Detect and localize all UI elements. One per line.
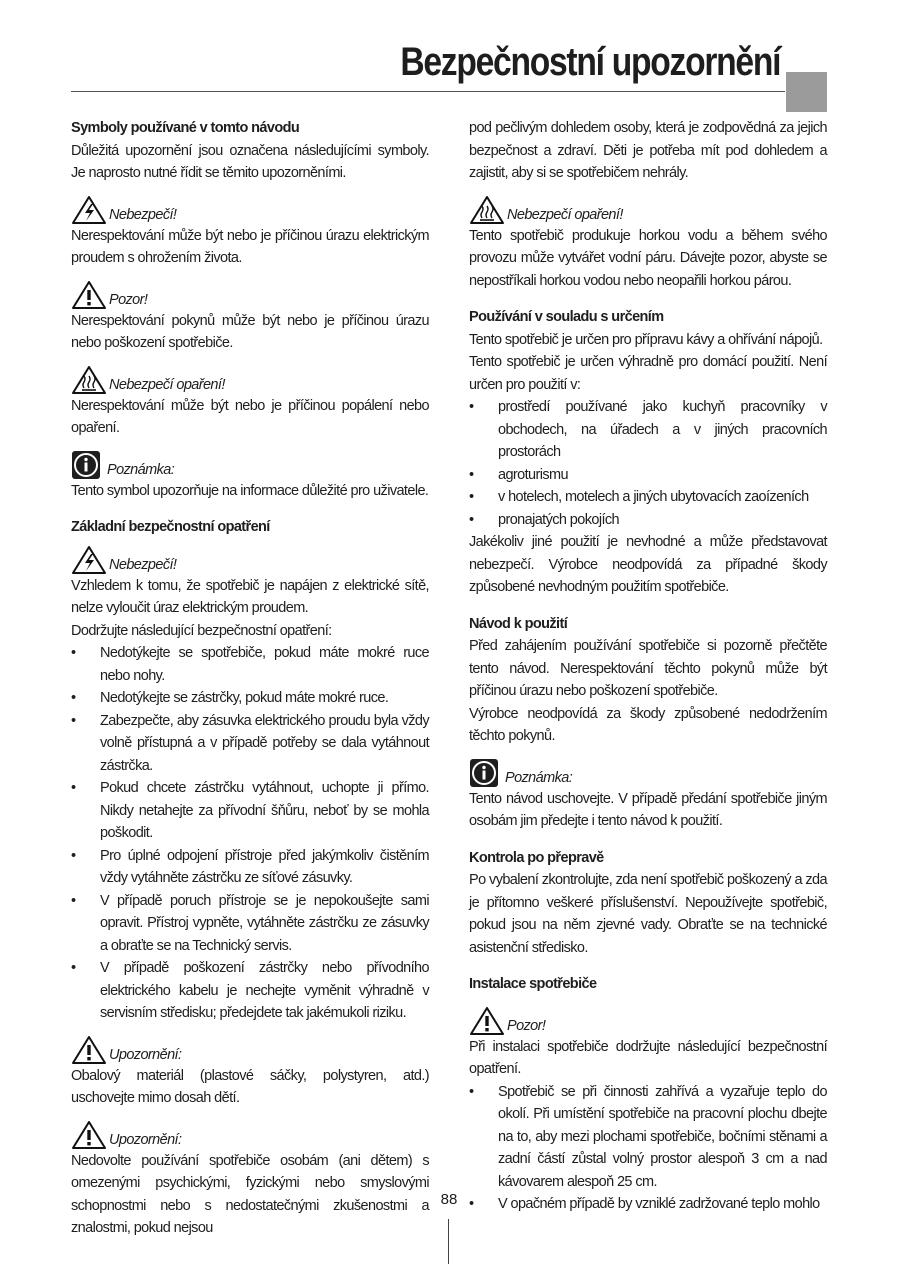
list-item: • pronajatých pokojích [469, 509, 827, 532]
warning-triangle-icon [71, 1120, 107, 1150]
warning-label-danger [71, 191, 429, 225]
label-text: Nebezpečí! [109, 206, 177, 223]
list-item: • Nedotýkejte se spotřebiče, pokud máte mokré ruce nebo nohy. [71, 642, 429, 687]
warning-text: Obalový materiál (plastové sáčky, polystyren, atd.) uschovejte mimo dosah dětí. [71, 1067, 429, 1106]
manual-text: Výrobce neodpovídá za škody způsobené nedodržením těchto pokynů. [469, 705, 827, 744]
list-item: • agroturismu [469, 464, 827, 487]
list-item: • Zabezpečte, aby zásuvka elektrického proudu byla vždy volně přístupná a v případě potřeby se dala vytáhnout zástrčka. [71, 710, 429, 778]
list-item: • V opačném případě by vzniklé zadržované teplo mohlo [469, 1193, 827, 1216]
electric-hazard-icon [71, 195, 107, 225]
footer-rule [448, 1219, 449, 1264]
label-text: Upozornění: [109, 1131, 182, 1148]
page-number: 88 [440, 1191, 458, 1208]
label-text: Pozor! [109, 291, 148, 308]
warning-text: Nerespektování může být nebo je příčinou popálení nebo opaření. [71, 397, 429, 436]
install-text: Při instalaci spotřebiče dodržujte následující bezpečnostní opatření. [469, 1038, 827, 1077]
label-text: Nebezpečí opaření! [507, 206, 623, 223]
note-label [71, 446, 429, 480]
warning-triangle-icon [469, 1006, 505, 1036]
warning-text: Tento spotřebič produkuje horkou vodu a během svého provozu může vytvářet vodní páru. Dávejte pozor, abyste se nepostříkali horkou vodou nebo neopařili horkou párou. [469, 227, 827, 289]
section-title-intended-use: Používání v souladu s určením [469, 309, 664, 325]
list-item: • V případě poruch přístroje se je nepokoušejte sami opravit. Přístroj vypněte, vytáhněte zástrčku ze zásuvky a obraťte se na Technický servis. [71, 890, 429, 958]
section-title-symbols: Symboly používané v tomto návodu [71, 120, 300, 136]
warning-label-burn [469, 191, 827, 225]
note-label [469, 754, 827, 788]
use-text: Jakékoliv jiné použití je nevhodné a může představovat nebezpečí. Výrobce neodpovídá za případné škody způsobené nevhodným použitím spotřebiče. [469, 534, 827, 595]
hot-surface-icon [469, 195, 505, 225]
hot-surface-icon [71, 365, 107, 395]
electric-hazard-icon [71, 545, 107, 575]
label-text: Poznámka: [107, 461, 175, 478]
warning-triangle-icon [71, 1035, 107, 1065]
header-rule [71, 91, 785, 92]
safety-list [71, 642, 429, 1025]
symbols-intro: Důležitá upozornění jsou označena následujícími symboly. Je naprosto nutné řídit se těmito upozorněními. [71, 142, 429, 181]
label-text: Nebezpečí opaření! [109, 376, 225, 393]
warning-text: Nedovolte používání spotřebiče osobám (ani dětem) s omezenými psychickými, fyzickými nebo smyslovými schopnostmi nebo s nedostatečnými zkušenostmi a znalostmi, pokud nejsou [71, 1152, 429, 1236]
use-text: Tento spotřebič je určen výhradně pro domácí použití. Není určen pro použití v: [469, 354, 827, 393]
page-title: Bezpečnostní upozornění [400, 40, 780, 84]
use-list [469, 396, 827, 531]
safety-text: Dodržujte následující bezpečnostní opatření: [71, 622, 332, 639]
continued-text: pod pečlivým dohledem osoby, která je zodpovědná za jejich bezpečnost a zdraví. Děti je potřeba mít pod dohledem a zajistit, aby si se spotřebičem nehrály. [469, 120, 827, 181]
warning-label-caution [71, 1031, 429, 1065]
section-title-safety: Základní bezpečnostní opatření [71, 519, 270, 535]
chapter-tab-marker [786, 72, 827, 112]
use-text: Tento spotřebič je určen pro přípravu kávy a ohřívání nápojů. [469, 331, 823, 348]
warning-label-caution [71, 1116, 429, 1150]
left-column [71, 117, 429, 1240]
label-text: Upozornění: [109, 1046, 182, 1063]
list-item: • prostředí používané jako kuchyň pracovníky v obchodech, na úřadech a v jiných pracovních prostorách [469, 396, 827, 464]
list-item: • Pro úplné odpojení přístroje před jakýmkoliv čistěním vždy vytáhněte zástrčku ze síťové zásuvky. [71, 845, 429, 890]
warning-label-burn [71, 361, 429, 395]
list-item: • v hotelech, motelech a jiných ubytovacích zaoízeních [469, 486, 827, 509]
list-item: • Spotřebič se při činnosti zahřívá a vyzařuje teplo do okolí. Při umístění spotřebiče na pracovní plochu dbejte na to, aby mezi plochami spotřebiče, bočními stěnami a zadní částí zůstal volný prostor alespoň 3 cm a nad kávovarem alespoň 25 cm. [469, 1081, 827, 1194]
section-title-manual: Návod k použití [469, 615, 568, 632]
warning-triangle-icon [71, 280, 107, 310]
right-column [469, 117, 827, 1216]
list-item: • V případě poškození zástrčky nebo přívodního elektrického kabelu je nechejte vyměnit výhradně v servisním středisku; předejdete tak jakémukoli riziku. [71, 957, 429, 1025]
note-text: Tento symbol upozorňuje na informace důležité pro uživatele. [71, 482, 429, 499]
list-item: • Pokud chcete zástrčku vytáhnout, uchopte ji přímo. Nikdy netahejte za přívodní šňůru, neboť by se mohla poškodit. [71, 777, 429, 845]
warning-text: Nerespektování pokynů může být nebo je příčinou úrazu nebo poškození spotřebiče. [71, 312, 429, 351]
info-icon [71, 450, 101, 480]
check-text: Po vybalení zkontrolujte, zda není spotřebič poškozený a zda je přítomno veškeré příslušenství. Nepoužívejte spotřebič, pokud jsou na něm zjevné vady. Obraťte se na technické asistenční středisko. [469, 872, 827, 956]
warning-label-attention [469, 1002, 827, 1036]
label-text: Pozor! [507, 1017, 546, 1034]
safety-text: Vzhledem k tomu, že spotřebič je napájen z elektrické sítě, nelze vyloučit úraz elektrickým proudem. [71, 577, 429, 616]
note-text: Tento návod uschovejte. V případě předání spotřebiče jiným osobám jim předejte i tento návod k použití. [469, 790, 827, 829]
label-text: Poznámka: [505, 769, 573, 786]
section-title-transport-check: Kontrola po přepravě [469, 849, 604, 866]
warning-label-danger [71, 541, 429, 575]
manual-text: Před zahájením používání spotřebiče si pozorně přečtěte tento návod. Nerespektování těchto pokynů může být příčinou úrazu nebo poškození spotřebiče. [469, 638, 827, 699]
label-text: Nebezpečí! [109, 556, 177, 573]
list-item: • Nedotýkejte se zástrčky, pokud máte mokré ruce. [71, 687, 429, 710]
warning-text: Nerespektování může být nebo je příčinou úrazu elektrickým proudem s ohrožením života. [71, 227, 429, 266]
section-title-installation: Instalace spotřebiče [469, 976, 597, 992]
info-icon [469, 758, 499, 788]
warning-label-attention [71, 276, 429, 310]
